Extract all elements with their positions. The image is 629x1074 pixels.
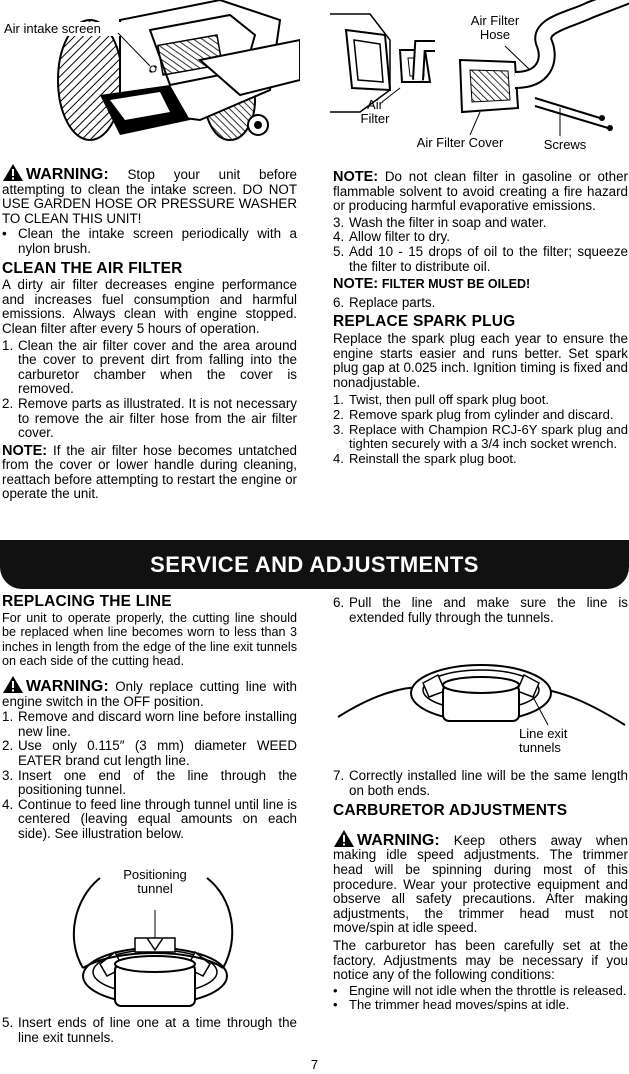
- warning-text: Only replace cutting line with engine switch in the OFF position.: [2, 678, 297, 709]
- positioning-tunnel-label: Positioning tunnel: [123, 867, 187, 896]
- list-item: 1. Twist, then pull off spark plug boot.: [333, 392, 549, 408]
- note-text: FILTER MUST BE OILED!: [381, 277, 531, 292]
- line-exit-figure: [333, 635, 629, 765]
- list-item: 7. Correctly installed line will be the same length on both ends.: [333, 768, 628, 798]
- section-banner: SERVICE AND ADJUSTMENTS: [0, 540, 629, 589]
- screws-label: Screws: [543, 137, 587, 152]
- note-text: Do not clean filter in gasoline or other flammable solvent to avoid creating a fire hazard or producing harmful evaporative emissions.: [333, 169, 628, 214]
- left-column-bottom: [2, 595, 297, 842]
- air-filter-label: Air Filter: [360, 97, 390, 126]
- right-column-bottom: [333, 596, 628, 625]
- list-item: 1. Clean the air filter cover and the area around the cover to prevent dirt from falling into the carburetor chamber when the cover is removed.: [2, 337, 297, 397]
- air-filter-hose-label: Air Filter Hose: [470, 13, 520, 42]
- bullet-icon: •: [2, 226, 7, 242]
- cutting-head-line-illustration: [333, 635, 629, 765]
- warning-paragraph: [2, 163, 297, 226]
- list-item: 2. Use only 0.115″ (3 mm) diameter WEED EATER brand cut length line.: [2, 738, 297, 768]
- note-text: If the air filter hose becomes untatched from the cover or lower handle during cleaning, reattach before attempting to restart the engine or operate the unit.: [2, 442, 297, 502]
- note-label: NOTE:: [333, 276, 379, 293]
- warning-paragraph: [2, 675, 297, 709]
- warning-paragraph: [333, 829, 628, 936]
- note-paragraph: [2, 444, 297, 502]
- note-label: NOTE:: [333, 169, 379, 185]
- left-column-top: [2, 163, 297, 502]
- body-paragraph: Replace the spark plug each year to ensure the engine starts easier and runs better. Set spark plug gap at 0.025 inch. Ignition timing is fixed and nonadjustable.: [333, 330, 628, 390]
- list-item: 6. Pull the line and make sure the line is extended fully through the tunnels.: [333, 595, 628, 625]
- list-item: 2. Remove parts as illustrated. It is not necessary to remove the air filter hose from the air filter cover.: [2, 395, 297, 441]
- section-heading: REPLACING THE LINE: [2, 593, 172, 610]
- list-item: 4. Reinstall the spark plug boot.: [333, 450, 517, 466]
- right-column-top: [333, 170, 628, 466]
- list-item: 1. Remove and discard worn line before installing new line.: [2, 709, 297, 739]
- section-heading: CLEAN THE AIR FILTER: [2, 259, 183, 277]
- list-item: 6. Replace parts.: [333, 294, 436, 310]
- page-number: 7: [310, 1057, 319, 1072]
- section-heading: CARBURETOR ADJUSTMENTS: [333, 802, 568, 820]
- left-column-bottom-end: [2, 1016, 297, 1045]
- body-paragraph: The carburetor has been carefully set at the factory. Adjustments may be necessary if you notice any of the following conditions:: [333, 937, 628, 983]
- warning-text: Keep others away when making idle speed adjustments. The trimmer head will be spinning during most of this procedure. Wear your protective equipment and observe all safety precautions. After making adjustments, the trimmer head must not move/spin at idle speed.: [333, 832, 628, 936]
- warning-triangle-icon: [2, 163, 24, 182]
- list-item: 5. Insert ends of line one at a time through the line exit tunnels.: [2, 1015, 297, 1045]
- bullet-icon: •: [333, 982, 338, 998]
- list-item: 3. Replace with Champion RCJ-6Y spark plug and tighten securely with a 3/4 inch socket wrench.: [333, 421, 628, 452]
- list-item: 3. Insert one end of the line through the positioning tunnel.: [2, 767, 297, 798]
- air-intake-label: Air intake screen: [4, 22, 124, 36]
- note-label: NOTE:: [2, 442, 48, 459]
- air-intake-figure: [0, 0, 300, 150]
- section-heading: REPLACE SPARK PLUG: [333, 313, 516, 331]
- body-paragraph: A dirty air filter decreases engine performance and increases fuel consumption and harmful emissions. Always clean with engine stopped. Clean filter after every 5 hours of operation.: [2, 277, 297, 336]
- body-paragraph: For unit to operate properly, the cutting line should be replaced when line becomes worn to less than 3 inches in length from the edge of the line exit tunnels on each side of the cutting head.: [2, 610, 297, 669]
- right-column-bottom-end: [333, 769, 628, 1013]
- list-item: 4. Allow filter to dry.: [333, 229, 450, 245]
- list-item: 2. Remove spark plug from cylinder and discard.: [333, 406, 614, 422]
- warning-triangle-icon: [333, 829, 355, 848]
- note-paragraph: [333, 277, 628, 292]
- air-filter-cover-label: Air Filter Cover: [416, 135, 504, 150]
- line-exit-tunnels-label: Line exit tunnels: [519, 726, 568, 755]
- list-item: 5. Add 10 - 15 drops of oil to the filter; squeeze the filter to distribute oil.: [333, 243, 628, 274]
- air-filter-figure: [330, 0, 629, 158]
- list-item: • The trimmer head moves/spins at idle.: [333, 997, 570, 1013]
- warning-label: WARNING:: [26, 166, 109, 183]
- note-paragraph: [333, 170, 628, 214]
- warning-triangle-icon: [2, 675, 24, 694]
- bullet-icon: •: [333, 997, 338, 1013]
- warning-label: WARNING:: [26, 677, 109, 695]
- list-item: 4. Continue to feed line through tunnel until line is centered (leaving equal amounts on each side). See illustration below.: [2, 796, 297, 841]
- list-item: • Clean the intake screen periodically with a nylon brush.: [2, 226, 297, 256]
- positioning-tunnel-figure: [55, 868, 255, 1016]
- list-item: 3. Wash the filter in soap and water.: [333, 214, 547, 230]
- list-item: • Engine will not idle when the throttle is released.: [333, 982, 627, 998]
- warning-text: Stop your unit before attempting to clean the intake screen. DO NOT USE GARDEN HOSE OR PRESSURE WASHER TO CLEAN THIS UNIT!: [2, 167, 297, 226]
- air-intake-leader-line: [0, 0, 300, 150]
- warning-label: WARNING:: [357, 831, 440, 849]
